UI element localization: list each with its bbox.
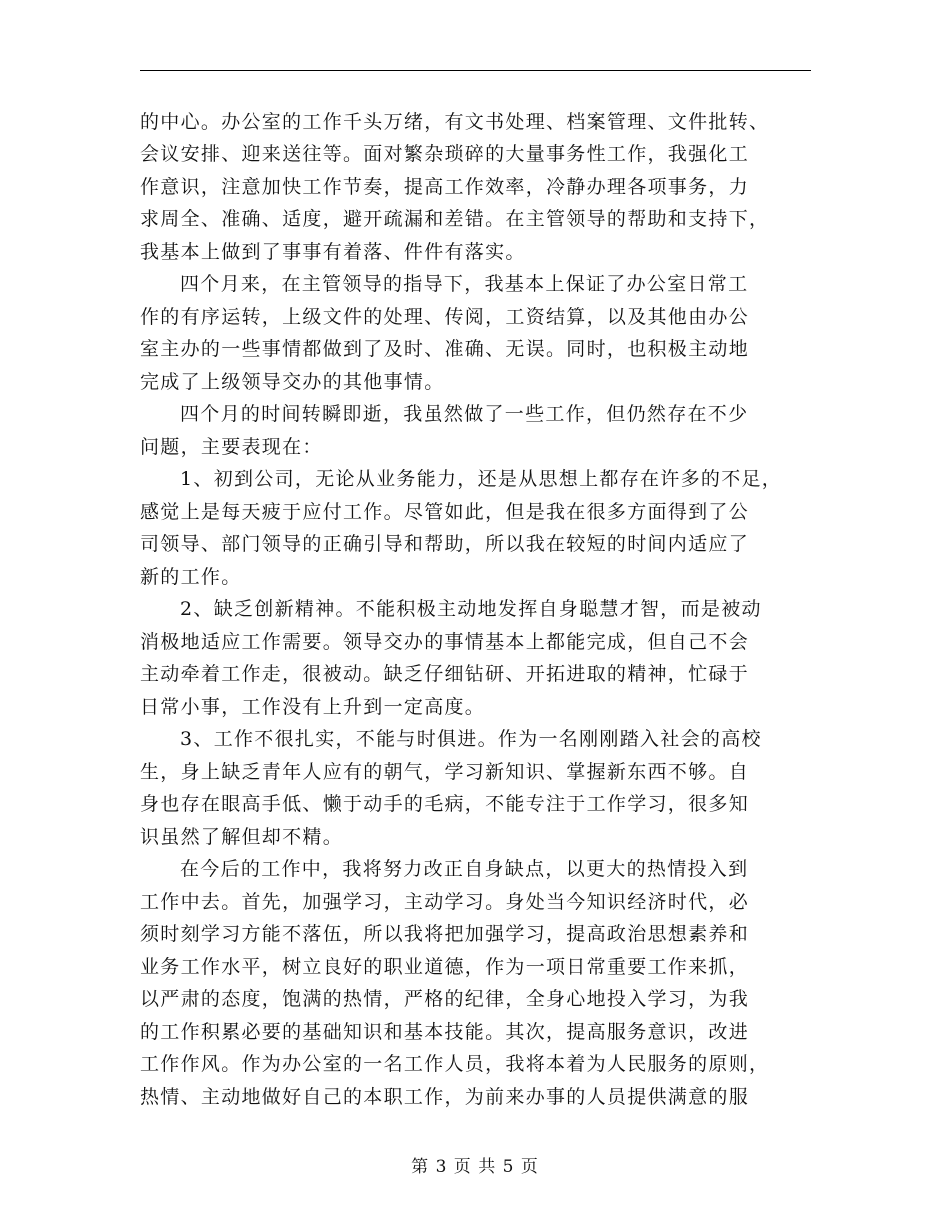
text-line: 室主办的一些事情都做到了及时、准确、无误。同时，也积极主动地: [140, 338, 750, 360]
text-line: 感觉上是每天疲于应付工作。尽管如此，但是我在很多方面得到了公: [140, 501, 750, 523]
text-line: 问题，主要表现在：: [140, 436, 323, 458]
text-line: 司领导、部门领导的正确引导和帮助，所以我在较短的时间内适应了: [140, 533, 750, 555]
text-line: 须时刻学习方能不落伍，所以我将把加强学习，提高政治思想素养和: [140, 923, 750, 945]
text-line: 以严肃的态度，饱满的热情，严格的纪律，全身心地投入学习，为我: [140, 988, 750, 1010]
text-line: 主动牵着工作走，很被动。缺乏仔细钻研、开拓进取的精神，忙碌于: [140, 663, 750, 685]
text-line: 新的工作。: [140, 566, 242, 588]
text-line: 消极地适应工作需要。领导交办的事情基本上都能完成，但自己不会: [140, 631, 750, 653]
text-line: 工作中去。首先，加强学习，主动学习。身处当今知识经济时代，必: [140, 891, 750, 913]
text-line: 生，身上缺乏青年人应有的朝气，学习新知识、掌握新东西不够。自: [140, 761, 750, 783]
text-line: 作的有序运转，上级文件的处理、传阅，工资结算，以及其他由办公: [140, 306, 750, 328]
text-line: 识虽然了解但却不精。: [140, 826, 344, 848]
text-line: 热情、主动地做好自己的本职工作，为前来办事的人员提供满意的服: [140, 1086, 750, 1108]
text-line: 求周全、准确、适度，避开疏漏和差错。在主管领导的帮助和支持下，: [140, 208, 770, 230]
text-line: 工作作风。作为办公室的一名工作人员，我将本着为人民服务的原则，: [140, 1053, 770, 1075]
text-line: 作意识，注意加快工作节奏，提高工作效率，冷静办理各项事务，力: [140, 176, 750, 198]
paragraph-start-line: 在今后的工作中，我将努力改正自身缺点，以更大的热情投入到: [180, 858, 749, 880]
text-line: 身也存在眼高手低、懒于动手的毛病，不能专注于工作学习，很多知: [140, 793, 750, 815]
text-line: 会议安排、迎来送往等。面对繁杂琐碎的大量事务性工作，我强化工: [140, 143, 750, 165]
text-line: 日常小事，工作没有上升到一定高度。: [140, 696, 486, 718]
text-line: 业务工作水平，树立良好的职业道德，作为一项日常重要工作来抓，: [140, 956, 750, 978]
text-line: 我基本上做到了事事有着落、件件有落实。: [140, 241, 526, 263]
paragraph-start-line: 2、缺乏创新精神。不能积极主动地发挥自身聪慧才智，而是被动: [180, 598, 762, 620]
text-line: 的中心。办公室的工作千头万绪，有文书处理、档案管理、文件批转、: [140, 111, 770, 133]
page-number-footer: 第 3 页 共 5 页: [411, 1157, 539, 1177]
paragraph-start-line: 四个月来，在主管领导的指导下，我基本上保证了办公室日常工: [180, 273, 749, 295]
text-line: 的工作积累必要的基础知识和基本技能。其次，提高服务意识，改进: [140, 1021, 750, 1043]
paragraph-start-line: 3、工作不很扎实，不能与时俱进。作为一名刚刚踏入社会的高校: [180, 728, 762, 750]
paragraph-start-line: 1、初到公司，无论从业务能力，还是从思想上都存在许多的不足，: [180, 468, 783, 490]
text-line: 完成了上级领导交办的其他事情。: [140, 371, 445, 393]
paragraph-start-line: 四个月的时间转瞬即逝，我虽然做了一些工作，但仍然存在不少: [180, 403, 749, 425]
